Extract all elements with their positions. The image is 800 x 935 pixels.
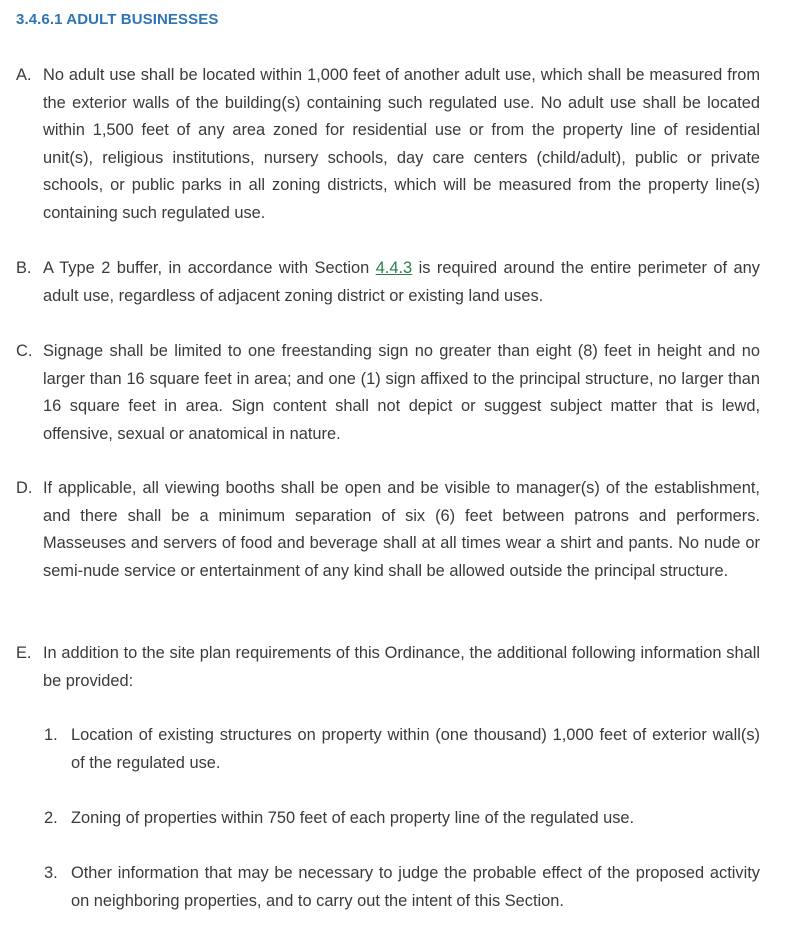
paragraph-marker: A. bbox=[16, 66, 32, 84]
paragraph-text-after-link: is required around the entire perimeter of any adult use, regardless of adjacent zoning district or existing land uses. bbox=[43, 259, 760, 305]
paragraph-marker: B. bbox=[16, 259, 32, 277]
paragraph-text: Signage shall be limited to one freestanding sign no greater than eight (8) feet in height and no larger than 16 square feet in area; and one (1) sign affixed to the principal structure, no larger than 16 square feet in area. Sign content shall not depict or suggest subject matter that is lewd, offensive, sexual or anatomical in nature. bbox=[43, 342, 760, 443]
paragraph-c bbox=[16, 338, 760, 448]
paragraph-text-before-link: A Type 2 buffer, in accordance with Section bbox=[43, 259, 376, 277]
subitem-2 bbox=[44, 805, 760, 833]
subitem-marker: 3. bbox=[44, 864, 58, 882]
section-link[interactable]: 4.4.3 bbox=[375, 259, 413, 277]
paragraph-text: In addition to the site plan requirements of this Ordinance, the additional following information shall be provided: bbox=[43, 644, 760, 690]
paragraph-text: No adult use shall be located within 1,000 feet of another adult use, which shall be measured from the exterior walls of the building(s) containing such regulated use. No adult use shall be located within 1,500 feet of any area zoned for residential use or from the property line of residential unit(s), religious institutions, nursery schools, day care centers (child/adult), public or private schools, or public parks in all zoning districts, which will be measured from the property line(s) containing such regulated use. bbox=[43, 66, 760, 222]
subitem-1 bbox=[44, 722, 760, 777]
subitem-text: Zoning of properties within 750 feet of each property line of the regulated use. bbox=[71, 809, 635, 827]
subitem-text: Location of existing structures on property within (one thousand) 1,000 feet of exterior wall(s) of the regulated use. bbox=[71, 726, 760, 772]
section-heading: 3.4.6.1 ADULT BUSINESSES bbox=[16, 11, 219, 28]
paragraph-text: If applicable, all viewing booths shall be open and be visible to manager(s) of the establishment, and there shall be a minimum separation of six (6) feet between patrons and performers. Masseuses and servers of food and beverage shall at all times wear a shirt and pants. No nude or semi-nude service or entertainment of any kind shall be allowed outside the principal structure. bbox=[43, 479, 760, 580]
paragraph-b bbox=[16, 255, 760, 310]
subitem-marker: 2. bbox=[44, 809, 58, 827]
paragraph-a bbox=[16, 62, 760, 227]
paragraph-d bbox=[16, 475, 760, 585]
paragraph-e bbox=[16, 640, 760, 695]
paragraph-text bbox=[43, 255, 760, 310]
subitem-3 bbox=[44, 860, 760, 915]
paragraph-marker: C. bbox=[16, 342, 33, 360]
paragraph-marker: E. bbox=[16, 644, 32, 662]
paragraph-marker: D. bbox=[16, 479, 33, 497]
subitem-marker: 1. bbox=[44, 726, 58, 744]
subitem-text: Other information that may be necessary to judge the probable effect of the proposed activity on neighboring properties, and to carry out the intent of this Section. bbox=[71, 864, 760, 910]
